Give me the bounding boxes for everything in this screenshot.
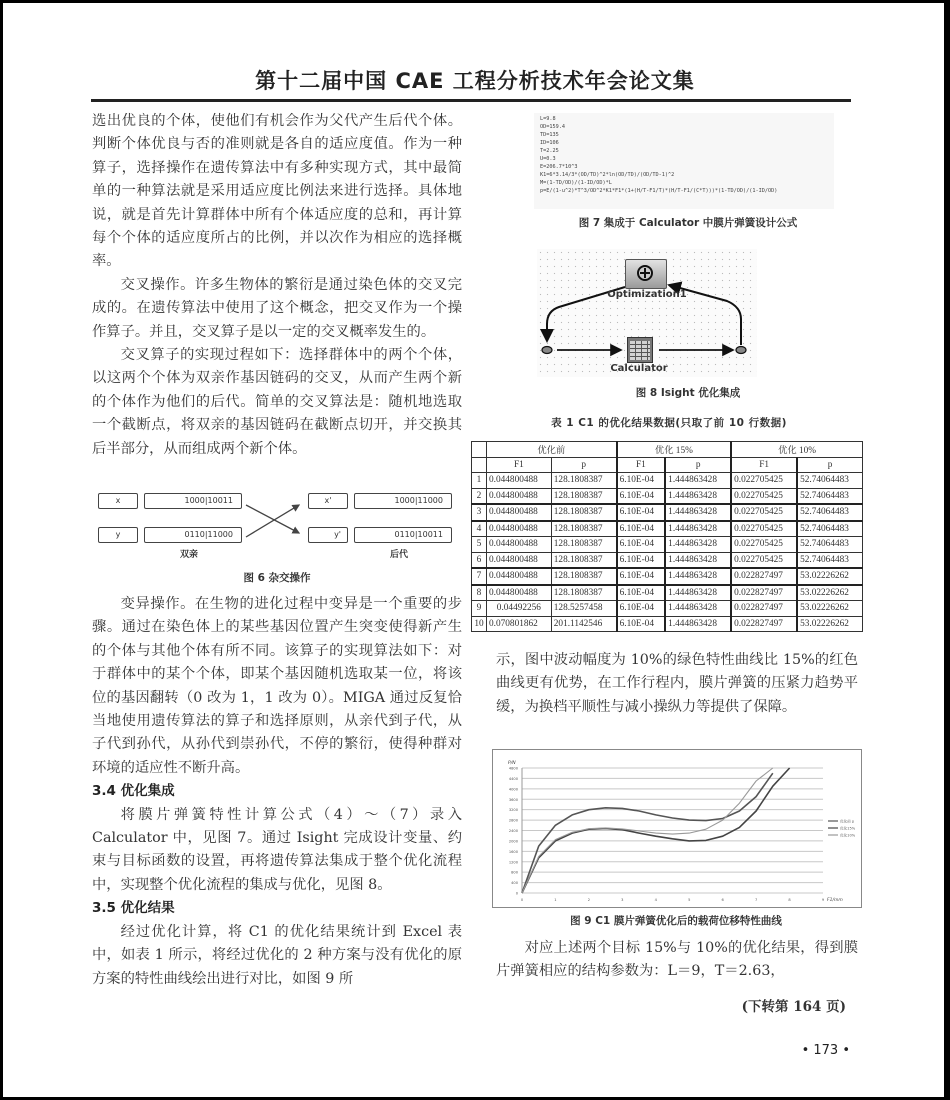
- svg-text:7: 7: [754, 898, 758, 902]
- sub-header: p: [665, 457, 731, 473]
- row-index: 9: [472, 601, 487, 617]
- table-cell: 0.044800488: [487, 552, 552, 568]
- crossover-arrows-icon: [244, 495, 304, 545]
- table-cell: 0.022705425: [731, 473, 797, 489]
- chart-svg: [493, 750, 861, 907]
- group-header-15: 优化 15%: [617, 442, 732, 458]
- table-cell: 1.444863428: [665, 552, 731, 568]
- table-cell: 1.444863428: [665, 521, 731, 537]
- table-cell: 6.10E-04: [617, 537, 666, 553]
- table-cell: 0.022827497: [731, 601, 797, 617]
- table-cell: 128.1808387: [551, 473, 616, 489]
- svg-text:1200: 1200: [508, 860, 518, 865]
- svg-text:1600: 1600: [508, 849, 518, 854]
- table-cell: 0.04492256: [487, 601, 552, 617]
- svg-text:8: 8: [788, 898, 791, 902]
- figure-8-caption: 图 8 Isight 优化集成: [635, 387, 741, 399]
- table-cell: 0.044800488: [487, 504, 552, 521]
- calculator-node-label: Calculator: [610, 363, 668, 374]
- svg-text:1: 1: [554, 898, 557, 902]
- table-cell: 52.74064483: [797, 488, 862, 504]
- svg-text:优化10%: 优化10%: [840, 833, 856, 838]
- table-cell: 6.10E-04: [617, 521, 666, 537]
- table-cell: 128.1808387: [551, 568, 616, 585]
- table-cell: 201.1142546: [551, 616, 616, 632]
- paragraph-structural-params: 对应上述两个目标 15%与 10%的优化结果，得到膜片弹簧相应的结构参数为：L＝9，T＝2.63，: [496, 940, 858, 980]
- figure-7-caption: 图 7 集成于 Calculator 中膜片弹簧设计公式: [578, 217, 798, 229]
- gene-label-y-prime: y': [308, 527, 348, 543]
- optimization-component-icon[interactable]: [625, 259, 667, 289]
- table-cell: 1.444863428: [665, 473, 731, 489]
- svg-text:P/N: P/N: [508, 761, 516, 766]
- table-cell: 1.444863428: [665, 537, 731, 553]
- svg-text:5: 5: [688, 898, 691, 902]
- row-index: 7: [472, 568, 487, 585]
- table-cell: 1.444863428: [665, 488, 731, 504]
- row-index: 2: [472, 488, 487, 504]
- svg-text:4800: 4800: [508, 766, 518, 771]
- table-cell: 0.044800488: [487, 568, 552, 585]
- table-cell: 128.1808387: [551, 521, 616, 537]
- journal-header-title: 第十二届中国 CAE 工程分析技术年会论文集: [255, 69, 695, 93]
- paragraph-crossover: 交叉操作。许多生物体的繁衍是通过染色体的交叉完成的。在遗传算法中使用了这个概念，把交叉作为一个操作算子。并且，交叉算子是以一定的交叉概率发生的。: [92, 276, 462, 340]
- offspring-label: 后代: [390, 550, 409, 560]
- table-cell: 52.74064483: [797, 537, 862, 553]
- table-cell: 1.444863428: [665, 568, 731, 585]
- row-index: 10: [472, 616, 487, 632]
- table-cell: 6.10E-04: [617, 601, 666, 617]
- parents-label: 双亲: [180, 550, 199, 560]
- group-header-before: 优化前: [487, 442, 617, 458]
- paragraph-section-3-5: 经过优化计算，将 C1 的优化结果统计到 Excel 表中，如表 1 所示，将经过优化的 2 种方案与没有优化的原方案的特性曲线绘出进行对比，如图 9 所: [92, 923, 462, 987]
- table-cell: 1.444863428: [665, 601, 731, 617]
- group-header-10: 优化 10%: [731, 442, 862, 458]
- table-cell: 53.02226262: [797, 601, 862, 617]
- figure-9-caption: 图 9 C1 膜片弹簧优化后的载荷位移特性曲线: [570, 915, 782, 927]
- table-cell: 0.044800488: [487, 585, 552, 601]
- gene-chain-x: 1000|10011: [144, 493, 242, 509]
- formula-line: L=9.8: [540, 116, 556, 122]
- table-cell: 128.1808387: [551, 537, 616, 553]
- table-cell: 0.022705425: [731, 552, 797, 568]
- table-cell: 0.022705425: [731, 488, 797, 504]
- table-cell: 128.1808387: [551, 585, 616, 601]
- table-cell: 0.022827497: [731, 585, 797, 601]
- table-cell: 0.044800488: [487, 488, 552, 504]
- right-column-text: [496, 649, 858, 719]
- row-index: 3: [472, 504, 487, 521]
- optimization-node-label: Optimization1: [607, 289, 687, 300]
- row-index: 5: [472, 537, 487, 553]
- svg-text:优化15%: 优化15%: [840, 826, 856, 831]
- figure-6-caption: 图 6 杂交操作: [243, 572, 311, 584]
- gene-label-x-prime: x': [308, 493, 348, 509]
- svg-text:3200: 3200: [508, 808, 518, 813]
- table-cell: 6.10E-04: [617, 552, 666, 568]
- table-cell: 52.74064483: [797, 504, 862, 521]
- sub-header: F1: [617, 457, 666, 473]
- svg-text:0: 0: [520, 898, 524, 902]
- gene-chain-x-prime: 1000|11000: [354, 493, 452, 509]
- formula-line: T=2.25: [540, 148, 559, 154]
- svg-text:2400: 2400: [508, 829, 518, 833]
- table-cell: 6.10E-04: [617, 568, 666, 585]
- table-cell: 6.10E-04: [617, 504, 666, 521]
- left-column-bottom: [92, 593, 462, 991]
- table-cell: 53.02226262: [797, 568, 862, 585]
- table-cell: 1.444863428: [665, 616, 731, 632]
- table-1-title: 表 1 C1 的优化结果数据(只取了前 10 行数据): [551, 417, 787, 429]
- formula-line: U=0.3: [540, 156, 556, 162]
- row-index: 4: [472, 521, 487, 537]
- table-cell: 0.044800488: [487, 473, 552, 489]
- formula-line: M=(1-TD/OD)/(1-ID/OD)*L: [540, 180, 612, 186]
- table-1-optimization-results: [471, 441, 863, 632]
- table-cell: 6.10E-04: [617, 488, 666, 504]
- table-cell: 52.74064483: [797, 552, 862, 568]
- table-cell: 128.5257458: [551, 601, 616, 617]
- formula-line: OD=159.4: [540, 124, 565, 130]
- figure-9-load-displacement-chart: [492, 749, 862, 908]
- paragraph-mutation: 变异操作。在生物的进化过程中变异是一个重要的步骤。通过在染色体上的某些基因位置产生突变使得新产生的个体与其他个体有所不同。该算子的实现算法如下：对于群体中的某个个体，即某个基因随机选取某一位，将该位的基因翻转（0 改为 1，1 改为 0）。MIGA 通过反复恰当地使用遗传算法的算子和选择原则，从亲代到子代，从子代到孙代，从孙代到崇孙代，不停的繁衍，使得种群对环境的适应性不断升高。: [92, 596, 462, 776]
- row-index: 6: [472, 552, 487, 568]
- table-cell: 0.022705425: [731, 521, 797, 537]
- svg-text:4000: 4000: [508, 787, 518, 792]
- row-index: 1: [472, 473, 487, 489]
- table-cell: 0.022827497: [731, 568, 797, 585]
- table-cell: 6.10E-04: [617, 585, 666, 601]
- table-cell: 6.10E-04: [617, 616, 666, 632]
- paragraph-section-3-4: 将膜片弹簧特性计算公式（4）～（7）录入 Calculator 中，见图 7。通过 Isight 完成设计变量、约束与目标函数的设置，再将遗传算法集成于整个优化流程中，实现整个优化流程的集成与优化，见图 8。: [92, 806, 462, 893]
- table-cell: 128.1808387: [551, 552, 616, 568]
- sub-header: F1: [487, 457, 552, 473]
- table-cell: 0.044800488: [487, 537, 552, 553]
- table-cell: 1.444863428: [665, 504, 731, 521]
- svg-text:2000: 2000: [508, 839, 518, 844]
- table-cell: 53.02226262: [797, 616, 862, 632]
- paper-page: [3, 3, 947, 1097]
- gene-chain-y: 0110|11000: [144, 527, 242, 543]
- sub-header: p: [797, 457, 862, 473]
- table-cell: 0.070801862: [487, 616, 552, 632]
- table-cell: 0.022705425: [731, 504, 797, 521]
- svg-text:优化前 p: 优化前 p: [840, 819, 855, 824]
- sub-header: p: [551, 457, 616, 473]
- table-cell: 6.10E-04: [617, 473, 666, 489]
- section-3-4-heading: 3.4 优化集成: [92, 783, 175, 800]
- svg-text:800: 800: [511, 870, 518, 875]
- formula-line: ID=106: [540, 140, 559, 146]
- table-cell: 0.022705425: [731, 537, 797, 553]
- calculator-component-icon[interactable]: [627, 337, 653, 363]
- svg-text:4400: 4400: [508, 776, 518, 781]
- paragraph-selection: 选出优良的个体，使他们有机会作为父代产生后代个体。判断个体优良与否的准则就是各自的适应度值。作为一种算子，选择操作在遗传算法中有多种实现方式，其中最简单的一种算法就是采用适应度比例法来进行选择。具体地说，就是首先计算群体中所有个体适应度的总和，再计算每个个体的适应度所占的比例，并以次作为相应的选择概率。: [92, 113, 462, 270]
- right-column-final: [496, 937, 858, 984]
- svg-text:4: 4: [654, 898, 657, 902]
- paragraph-crossover-process: 交叉算子的实现过程如下：选择群体中的两个个体，以这两个个体为双亲作基因链码的交叉，从而产生两个新的个体作为他们的后代。简单的交叉算法是：随机地选取一个截断点，将双亲的基因链码在截断点切开，并交换其后半部分，从而组成两个新个体。: [92, 347, 462, 457]
- formula-line: K1=6*3.14/3*(OD/TD)^2*ln(OD/TD)/(OD/TD-1)^2: [540, 172, 675, 178]
- formula-line: E=206.7*10^3: [540, 164, 578, 170]
- table-cell: 52.74064483: [797, 521, 862, 537]
- page-number: • 173 •: [801, 1043, 850, 1058]
- svg-text:9: 9: [821, 898, 825, 902]
- svg-text:2800: 2800: [508, 818, 518, 823]
- svg-text:0: 0: [515, 891, 518, 896]
- section-3-5-heading: 3.5 优化结果: [92, 900, 175, 917]
- table-cell: 53.02226262: [797, 585, 862, 601]
- table-cell: 1.444863428: [665, 585, 731, 601]
- svg-text:6: 6: [721, 898, 724, 902]
- svg-text:2: 2: [587, 898, 591, 902]
- formula-line: TD=135: [540, 132, 559, 138]
- svg-text:400: 400: [511, 881, 518, 886]
- sub-header: F1: [731, 457, 797, 473]
- table-cell: 0.022827497: [731, 616, 797, 632]
- svg-text:F1/mm: F1/mm: [827, 898, 843, 903]
- svg-text:3600: 3600: [508, 797, 518, 802]
- table-cell: 128.1808387: [551, 488, 616, 504]
- figure-8-isight-workflow: [537, 249, 757, 377]
- figure-7-calculator-formulas: [534, 113, 834, 209]
- table-cell: 128.1808387: [551, 504, 616, 521]
- svg-text:3: 3: [621, 898, 624, 902]
- gene-label-x: x: [98, 493, 138, 509]
- gene-chain-y-prime: 0110|10011: [354, 527, 452, 543]
- header-rule: [91, 99, 851, 102]
- left-column-top: [92, 110, 462, 461]
- table-cell: 0.044800488: [487, 521, 552, 537]
- continued-note: (下转第 164 页): [741, 999, 846, 1015]
- figure-6-crossover-diagram: [92, 490, 462, 568]
- gene-label-y: y: [98, 527, 138, 543]
- row-index: 8: [472, 585, 487, 601]
- formula-line: p=E/(1-u^2)*T^3/OD^2*K1*F1*(1+(H/T-F1/T)*(H/T-F1/(C*T)))*(1-TD/OD)/(1-ID/OD): [540, 188, 778, 194]
- paragraph-figure-9-discussion: 示，图中波动幅度为 10%的绿色特性曲线比 15%的红色曲线更有优势，在工作行程内，膜片弹簧的压紧力趋势平缓，为换档平顺性与减小操纵力等提供了保障。: [496, 652, 858, 715]
- table-cell: 52.74064483: [797, 473, 862, 489]
